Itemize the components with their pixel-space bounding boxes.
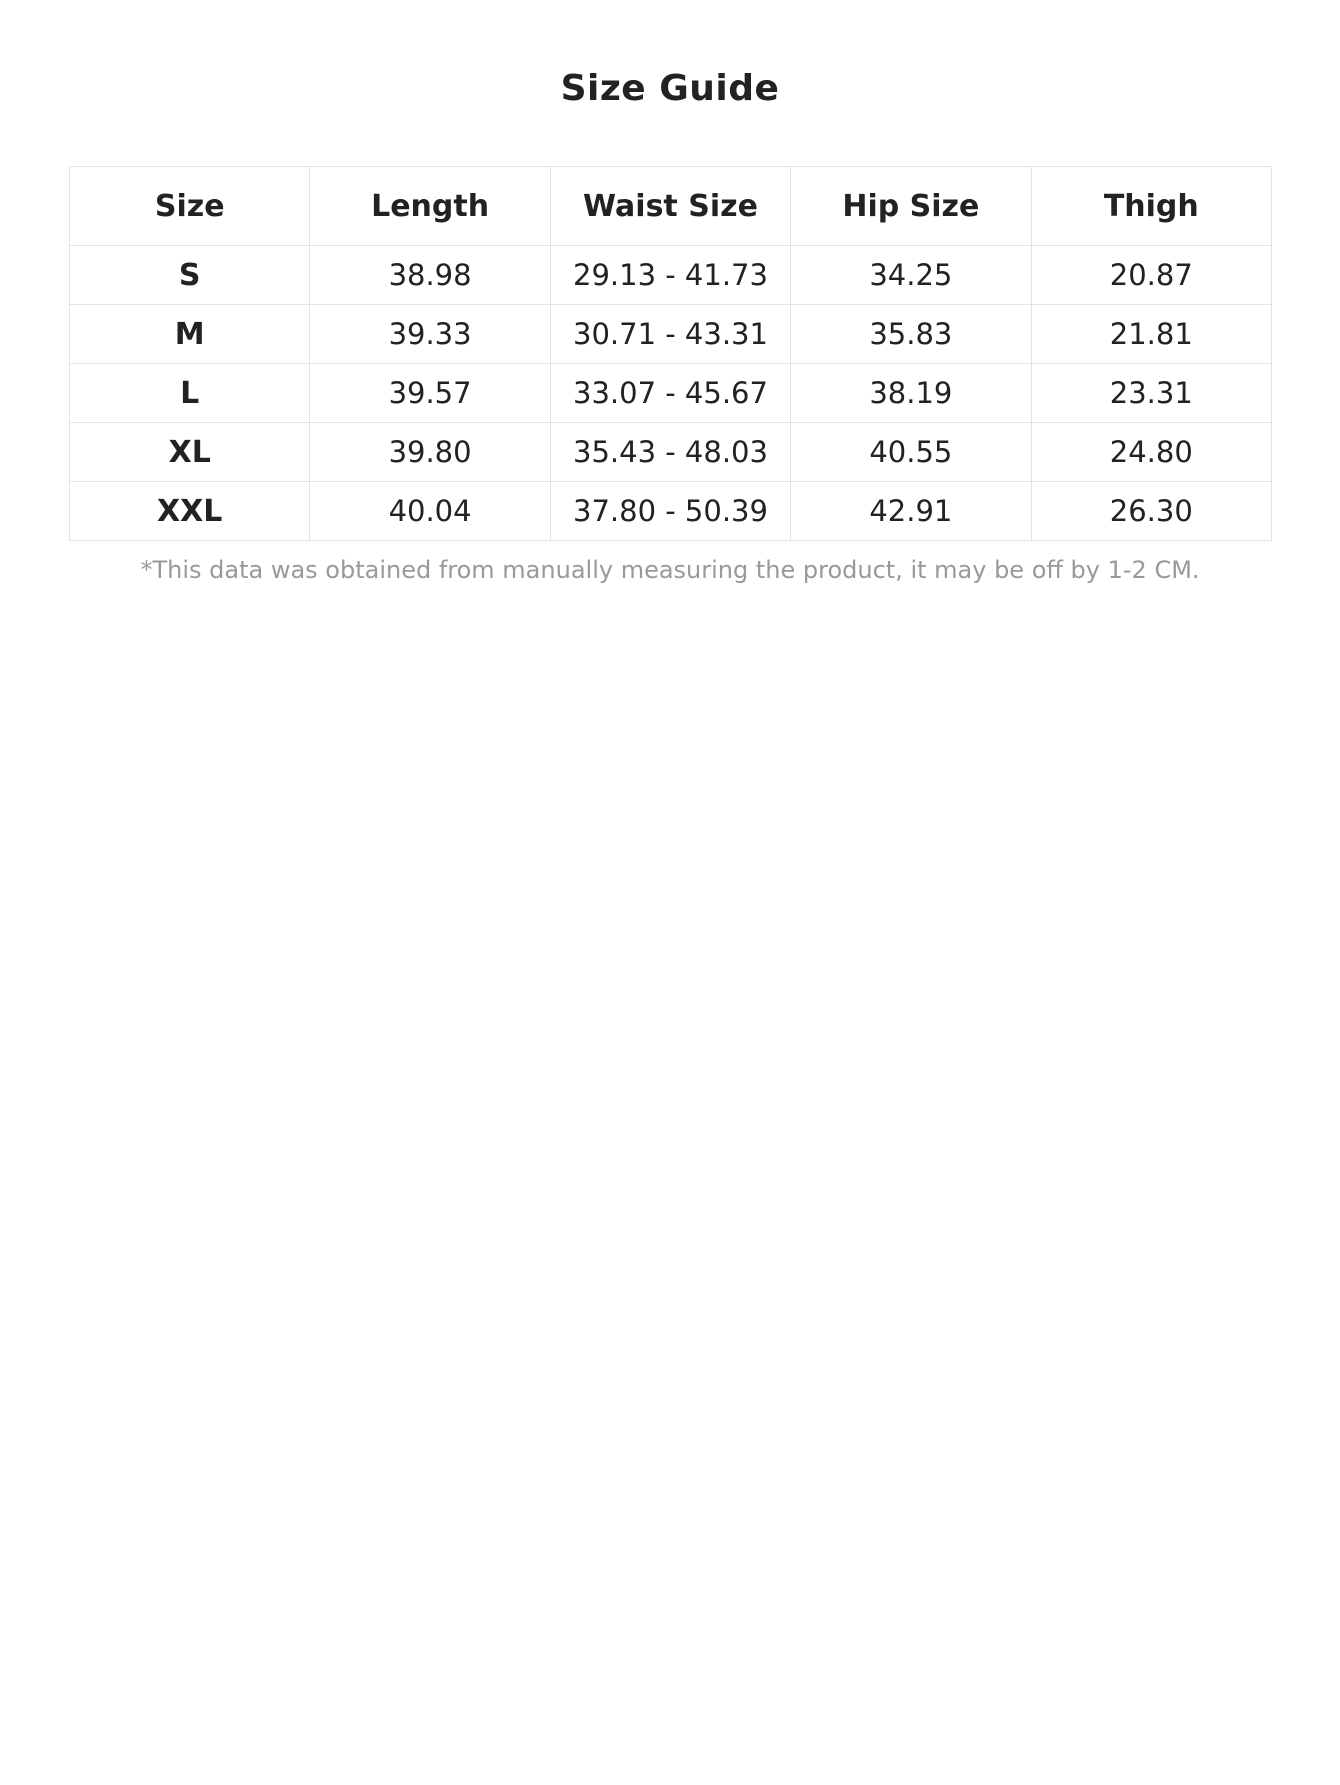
cell-size: L	[70, 364, 310, 423]
cell-thigh: 21.81	[1031, 305, 1271, 364]
cell-length: 39.80	[310, 423, 550, 482]
cell-hip-size: 35.83	[791, 305, 1031, 364]
header-size: Size	[70, 167, 310, 246]
cell-length: 39.33	[310, 305, 550, 364]
header-length: Length	[310, 167, 550, 246]
cell-waist-size: 30.71 - 43.31	[550, 305, 790, 364]
table-row	[70, 305, 1272, 364]
cell-hip-size: 38.19	[791, 364, 1031, 423]
cell-hip-size: 42.91	[791, 482, 1031, 541]
cell-hip-size: 34.25	[791, 246, 1031, 305]
cell-hip-size: 40.55	[791, 423, 1031, 482]
header-thigh: Thigh	[1031, 167, 1271, 246]
header-waist-size: Waist Size	[550, 167, 790, 246]
table-row	[70, 364, 1272, 423]
cell-length: 38.98	[310, 246, 550, 305]
table-row	[70, 423, 1272, 482]
cell-size: XL	[70, 423, 310, 482]
cell-size: XXL	[70, 482, 310, 541]
cell-length: 39.57	[310, 364, 550, 423]
cell-size: M	[70, 305, 310, 364]
cell-waist-size: 29.13 - 41.73	[550, 246, 790, 305]
table-row	[70, 482, 1272, 541]
cell-thigh: 23.31	[1031, 364, 1271, 423]
cell-thigh: 24.80	[1031, 423, 1271, 482]
header-hip-size: Hip Size	[791, 167, 1031, 246]
cell-waist-size: 37.80 - 50.39	[550, 482, 790, 541]
cell-waist-size: 35.43 - 48.03	[550, 423, 790, 482]
page-title: Size Guide	[560, 68, 780, 109]
cell-waist-size: 33.07 - 45.67	[550, 364, 790, 423]
size-table	[69, 166, 1272, 541]
cell-thigh: 20.87	[1031, 246, 1271, 305]
measurement-note: *This data was obtained from manually measuring the product, it may be off by 1-2 CM.	[140, 556, 1200, 584]
table-row	[70, 246, 1272, 305]
cell-length: 40.04	[310, 482, 550, 541]
table-header-row	[70, 167, 1272, 246]
cell-thigh: 26.30	[1031, 482, 1271, 541]
cell-size: S	[70, 246, 310, 305]
